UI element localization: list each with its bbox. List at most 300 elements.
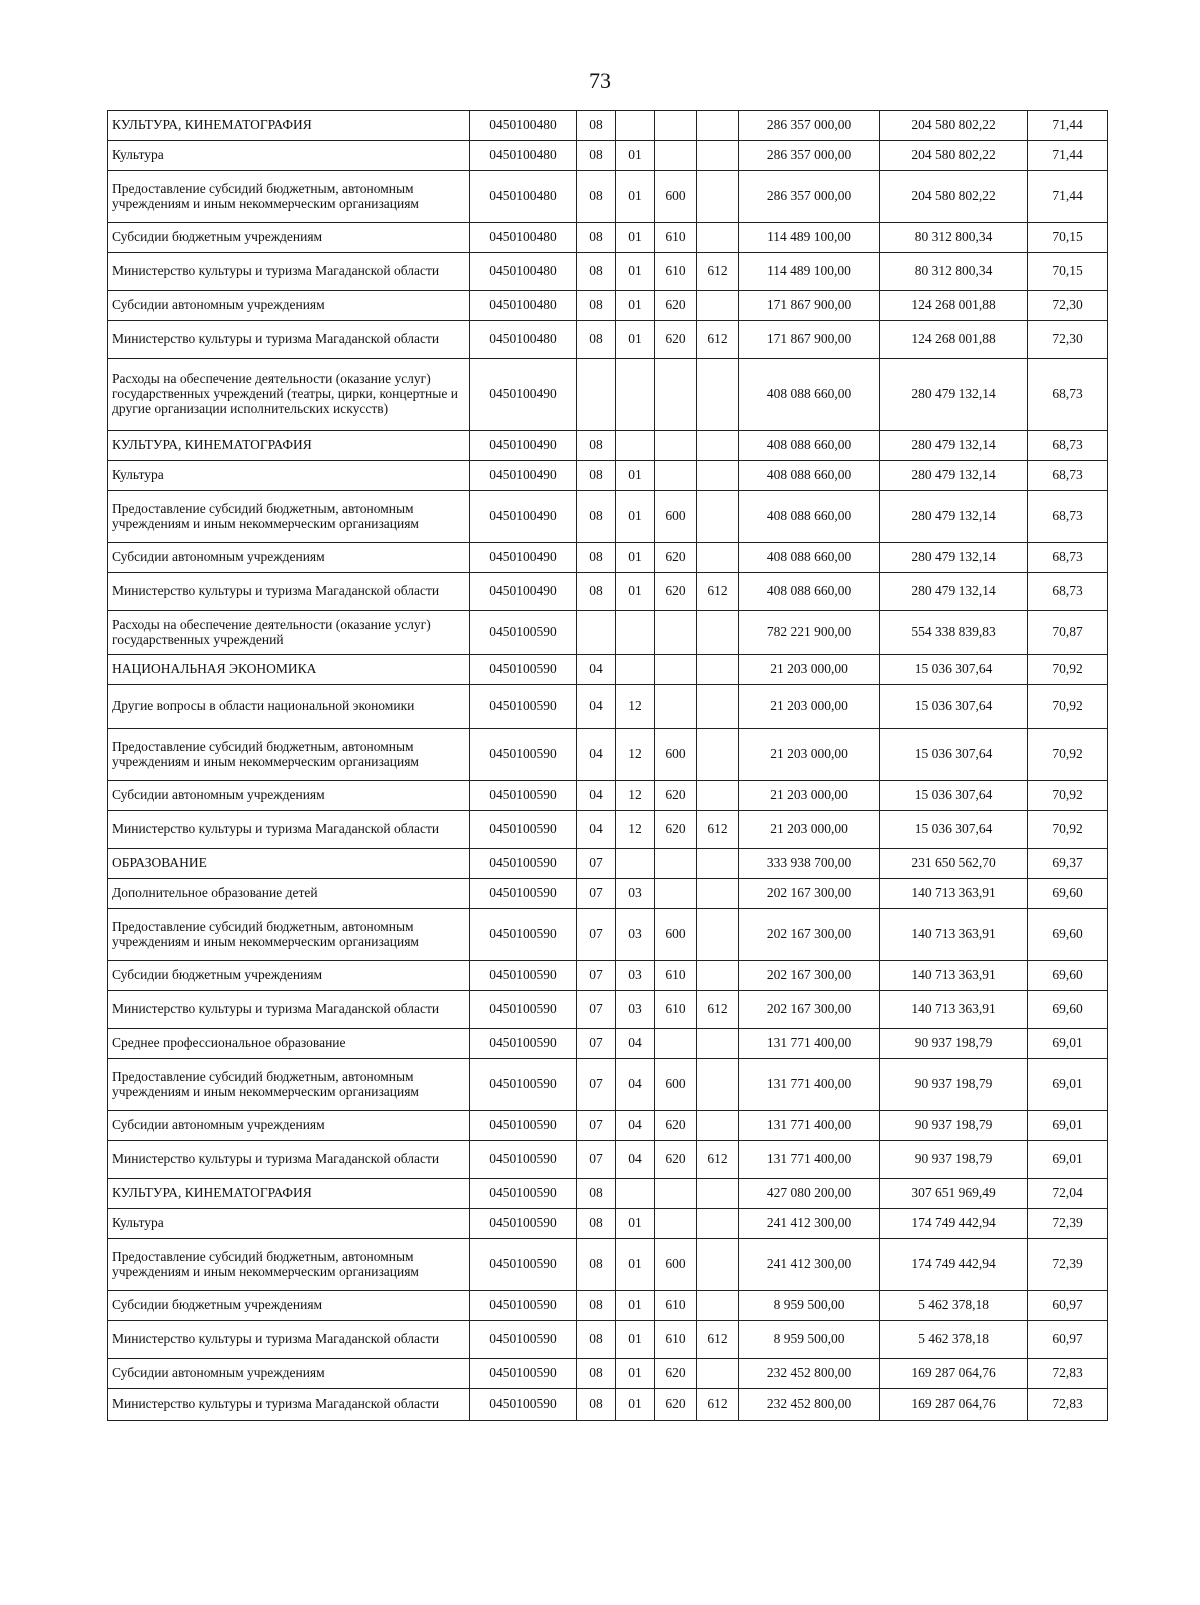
plan-amount-cell: 286 357 000,00 bbox=[739, 171, 880, 223]
table-row bbox=[108, 291, 1108, 321]
section-code-cell: 08 bbox=[577, 1209, 616, 1239]
fact-amount-cell: 204 580 802,22 bbox=[880, 171, 1028, 223]
percent-cell: 69,01 bbox=[1028, 1059, 1108, 1111]
table-row bbox=[108, 1059, 1108, 1111]
section-code-cell: 08 bbox=[577, 431, 616, 461]
plan-amount-cell: 408 088 660,00 bbox=[739, 543, 880, 573]
plan-amount-cell: 286 357 000,00 bbox=[739, 141, 880, 171]
table-row bbox=[108, 321, 1108, 359]
expense-type-cell bbox=[655, 359, 697, 431]
expense-type-cell bbox=[655, 879, 697, 909]
fact-amount-cell: 90 937 198,79 bbox=[880, 1059, 1028, 1111]
plan-amount-cell: 21 203 000,00 bbox=[739, 781, 880, 811]
percent-cell: 60,97 bbox=[1028, 1321, 1108, 1359]
fact-amount-cell: 15 036 307,64 bbox=[880, 781, 1028, 811]
admin-code-cell: 612 bbox=[697, 811, 739, 849]
fact-amount-cell: 280 479 132,14 bbox=[880, 431, 1028, 461]
admin-code-cell bbox=[697, 781, 739, 811]
row-name-cell: Субсидии бюджетным учреждениям bbox=[108, 1291, 470, 1321]
admin-code-cell bbox=[697, 961, 739, 991]
fact-amount-cell: 231 650 562,70 bbox=[880, 849, 1028, 879]
admin-code-cell bbox=[697, 1059, 739, 1111]
admin-code-cell bbox=[697, 291, 739, 321]
target-code-cell: 0450100490 bbox=[470, 491, 577, 543]
subsection-code-cell: 01 bbox=[616, 543, 655, 573]
admin-code-cell: 612 bbox=[697, 321, 739, 359]
section-code-cell: 08 bbox=[577, 223, 616, 253]
admin-code-cell bbox=[697, 879, 739, 909]
percent-cell: 69,01 bbox=[1028, 1141, 1108, 1179]
section-code-cell: 08 bbox=[577, 253, 616, 291]
section-code-cell: 08 bbox=[577, 1179, 616, 1209]
subsection-code-cell: 01 bbox=[616, 1239, 655, 1291]
fact-amount-cell: 124 268 001,88 bbox=[880, 321, 1028, 359]
percent-cell: 70,92 bbox=[1028, 811, 1108, 849]
plan-amount-cell: 131 771 400,00 bbox=[739, 1029, 880, 1059]
percent-cell: 72,04 bbox=[1028, 1179, 1108, 1209]
expense-type-cell bbox=[655, 685, 697, 729]
expense-type-cell: 600 bbox=[655, 909, 697, 961]
row-name-cell: Министерство культуры и туризма Магаданской области bbox=[108, 321, 470, 359]
section-code-cell: 04 bbox=[577, 811, 616, 849]
plan-amount-cell: 114 489 100,00 bbox=[739, 253, 880, 291]
plan-amount-cell: 171 867 900,00 bbox=[739, 291, 880, 321]
table-row bbox=[108, 573, 1108, 611]
section-code-cell: 07 bbox=[577, 849, 616, 879]
row-name-cell: КУЛЬТУРА, КИНЕМАТОГРАФИЯ bbox=[108, 431, 470, 461]
table-row bbox=[108, 111, 1108, 141]
section-code-cell: 07 bbox=[577, 879, 616, 909]
fact-amount-cell: 124 268 001,88 bbox=[880, 291, 1028, 321]
expense-type-cell: 620 bbox=[655, 573, 697, 611]
admin-code-cell bbox=[697, 431, 739, 461]
fact-amount-cell: 140 713 363,91 bbox=[880, 961, 1028, 991]
target-code-cell: 0450100590 bbox=[470, 1389, 577, 1421]
row-name-cell: КУЛЬТУРА, КИНЕМАТОГРАФИЯ bbox=[108, 1179, 470, 1209]
admin-code-cell bbox=[697, 543, 739, 573]
percent-cell: 72,83 bbox=[1028, 1359, 1108, 1389]
target-code-cell: 0450100480 bbox=[470, 223, 577, 253]
percent-cell: 72,83 bbox=[1028, 1389, 1108, 1421]
percent-cell: 70,92 bbox=[1028, 781, 1108, 811]
plan-amount-cell: 408 088 660,00 bbox=[739, 491, 880, 543]
target-code-cell: 0450100590 bbox=[470, 879, 577, 909]
percent-cell: 68,73 bbox=[1028, 461, 1108, 491]
row-name-cell: Предоставление субсидий бюджетным, автономным учреждениям и иным некоммерческим организациям bbox=[108, 1059, 470, 1111]
percent-cell: 70,87 bbox=[1028, 611, 1108, 655]
percent-cell: 68,73 bbox=[1028, 359, 1108, 431]
row-name-cell: Предоставление субсидий бюджетным, автономным учреждениям и иным некоммерческим организациям bbox=[108, 729, 470, 781]
expense-type-cell bbox=[655, 611, 697, 655]
subsection-code-cell: 01 bbox=[616, 223, 655, 253]
row-name-cell: Дополнительное образование детей bbox=[108, 879, 470, 909]
table-row bbox=[108, 141, 1108, 171]
subsection-code-cell: 12 bbox=[616, 729, 655, 781]
target-code-cell: 0450100590 bbox=[470, 781, 577, 811]
row-name-cell: Субсидии автономным учреждениям bbox=[108, 543, 470, 573]
target-code-cell: 0450100480 bbox=[470, 291, 577, 321]
plan-amount-cell: 202 167 300,00 bbox=[739, 909, 880, 961]
table-row bbox=[108, 781, 1108, 811]
table-row bbox=[108, 685, 1108, 729]
row-name-cell: ОБРАЗОВАНИЕ bbox=[108, 849, 470, 879]
row-name-cell: Предоставление субсидий бюджетным, автономным учреждениям и иным некоммерческим организациям bbox=[108, 171, 470, 223]
table-row bbox=[108, 431, 1108, 461]
fact-amount-cell: 280 479 132,14 bbox=[880, 491, 1028, 543]
subsection-code-cell: 03 bbox=[616, 909, 655, 961]
admin-code-cell bbox=[697, 223, 739, 253]
plan-amount-cell: 131 771 400,00 bbox=[739, 1059, 880, 1111]
table-row bbox=[108, 1141, 1108, 1179]
target-code-cell: 0450100590 bbox=[470, 1141, 577, 1179]
target-code-cell: 0450100490 bbox=[470, 573, 577, 611]
target-code-cell: 0450100590 bbox=[470, 811, 577, 849]
admin-code-cell bbox=[697, 849, 739, 879]
target-code-cell: 0450100590 bbox=[470, 849, 577, 879]
table-row bbox=[108, 909, 1108, 961]
row-name-cell: Расходы на обеспечение деятельности (оказание услуг) государственных учреждений (театры, цирки, концертные и другие организации исполнительских искусств) bbox=[108, 359, 470, 431]
plan-amount-cell: 232 452 800,00 bbox=[739, 1389, 880, 1421]
percent-cell: 71,44 bbox=[1028, 111, 1108, 141]
expense-type-cell: 620 bbox=[655, 291, 697, 321]
percent-cell: 68,73 bbox=[1028, 543, 1108, 573]
target-code-cell: 0450100590 bbox=[470, 961, 577, 991]
table-row bbox=[108, 253, 1108, 291]
fact-amount-cell: 554 338 839,83 bbox=[880, 611, 1028, 655]
fact-amount-cell: 15 036 307,64 bbox=[880, 811, 1028, 849]
table-row bbox=[108, 461, 1108, 491]
row-name-cell: Расходы на обеспечение деятельности (оказание услуг) государственных учреждений bbox=[108, 611, 470, 655]
section-code-cell: 07 bbox=[577, 961, 616, 991]
expense-type-cell: 610 bbox=[655, 1291, 697, 1321]
row-name-cell: Предоставление субсидий бюджетным, автономным учреждениям и иным некоммерческим организациям bbox=[108, 909, 470, 961]
fact-amount-cell: 5 462 378,18 bbox=[880, 1321, 1028, 1359]
fact-amount-cell: 140 713 363,91 bbox=[880, 879, 1028, 909]
budget-table-body bbox=[108, 111, 1108, 1421]
fact-amount-cell: 15 036 307,64 bbox=[880, 729, 1028, 781]
fact-amount-cell: 169 287 064,76 bbox=[880, 1389, 1028, 1421]
subsection-code-cell: 03 bbox=[616, 879, 655, 909]
percent-cell: 72,30 bbox=[1028, 321, 1108, 359]
section-code-cell: 08 bbox=[577, 491, 616, 543]
admin-code-cell bbox=[697, 1239, 739, 1291]
subsection-code-cell: 01 bbox=[616, 461, 655, 491]
table-row bbox=[108, 1359, 1108, 1389]
budget-table bbox=[107, 110, 1108, 1421]
section-code-cell: 07 bbox=[577, 991, 616, 1029]
plan-amount-cell: 131 771 400,00 bbox=[739, 1111, 880, 1141]
fact-amount-cell: 307 651 969,49 bbox=[880, 1179, 1028, 1209]
expense-type-cell: 610 bbox=[655, 253, 697, 291]
row-name-cell: Субсидии бюджетным учреждениям bbox=[108, 961, 470, 991]
expense-type-cell: 620 bbox=[655, 811, 697, 849]
fact-amount-cell: 90 937 198,79 bbox=[880, 1111, 1028, 1141]
table-row bbox=[108, 359, 1108, 431]
percent-cell: 69,60 bbox=[1028, 879, 1108, 909]
expense-type-cell: 600 bbox=[655, 1059, 697, 1111]
target-code-cell: 0450100590 bbox=[470, 991, 577, 1029]
admin-code-cell: 612 bbox=[697, 253, 739, 291]
plan-amount-cell: 408 088 660,00 bbox=[739, 573, 880, 611]
percent-cell: 71,44 bbox=[1028, 141, 1108, 171]
plan-amount-cell: 286 357 000,00 bbox=[739, 111, 880, 141]
table-row bbox=[108, 729, 1108, 781]
section-code-cell: 08 bbox=[577, 573, 616, 611]
subsection-code-cell bbox=[616, 655, 655, 685]
fact-amount-cell: 280 479 132,14 bbox=[880, 573, 1028, 611]
row-name-cell: Субсидии автономным учреждениям bbox=[108, 1111, 470, 1141]
subsection-code-cell: 04 bbox=[616, 1059, 655, 1111]
expense-type-cell bbox=[655, 431, 697, 461]
admin-code-cell: 612 bbox=[697, 1141, 739, 1179]
row-name-cell: Среднее профессиональное образование bbox=[108, 1029, 470, 1059]
percent-cell: 69,01 bbox=[1028, 1111, 1108, 1141]
fact-amount-cell: 15 036 307,64 bbox=[880, 655, 1028, 685]
plan-amount-cell: 114 489 100,00 bbox=[739, 223, 880, 253]
target-code-cell: 0450100480 bbox=[470, 111, 577, 141]
percent-cell: 60,97 bbox=[1028, 1291, 1108, 1321]
expense-type-cell: 620 bbox=[655, 1111, 697, 1141]
table-row bbox=[108, 849, 1108, 879]
subsection-code-cell: 01 bbox=[616, 141, 655, 171]
percent-cell: 70,15 bbox=[1028, 253, 1108, 291]
plan-amount-cell: 782 221 900,00 bbox=[739, 611, 880, 655]
table-row bbox=[108, 879, 1108, 909]
expense-type-cell bbox=[655, 461, 697, 491]
subsection-code-cell bbox=[616, 359, 655, 431]
expense-type-cell: 610 bbox=[655, 991, 697, 1029]
section-code-cell: 08 bbox=[577, 543, 616, 573]
subsection-code-cell: 01 bbox=[616, 171, 655, 223]
admin-code-cell bbox=[697, 359, 739, 431]
admin-code-cell bbox=[697, 491, 739, 543]
row-name-cell: Министерство культуры и туризма Магаданской области bbox=[108, 991, 470, 1029]
table-row bbox=[108, 655, 1108, 685]
fact-amount-cell: 174 749 442,94 bbox=[880, 1209, 1028, 1239]
row-name-cell: Министерство культуры и туризма Магаданской области bbox=[108, 1389, 470, 1421]
target-code-cell: 0450100480 bbox=[470, 321, 577, 359]
fact-amount-cell: 15 036 307,64 bbox=[880, 685, 1028, 729]
plan-amount-cell: 427 080 200,00 bbox=[739, 1179, 880, 1209]
target-code-cell: 0450100590 bbox=[470, 1029, 577, 1059]
admin-code-cell bbox=[697, 655, 739, 685]
fact-amount-cell: 140 713 363,91 bbox=[880, 991, 1028, 1029]
section-code-cell: 08 bbox=[577, 1389, 616, 1421]
plan-amount-cell: 21 203 000,00 bbox=[739, 729, 880, 781]
section-code-cell: 08 bbox=[577, 461, 616, 491]
admin-code-cell bbox=[697, 461, 739, 491]
subsection-code-cell: 01 bbox=[616, 1209, 655, 1239]
admin-code-cell bbox=[697, 171, 739, 223]
subsection-code-cell bbox=[616, 431, 655, 461]
row-name-cell: Министерство культуры и туризма Магаданской области bbox=[108, 1321, 470, 1359]
section-code-cell: 08 bbox=[577, 1239, 616, 1291]
percent-cell: 70,92 bbox=[1028, 685, 1108, 729]
section-code-cell: 08 bbox=[577, 111, 616, 141]
row-name-cell: Культура bbox=[108, 1209, 470, 1239]
table-row bbox=[108, 1291, 1108, 1321]
fact-amount-cell: 280 479 132,14 bbox=[880, 461, 1028, 491]
percent-cell: 68,73 bbox=[1028, 573, 1108, 611]
percent-cell: 72,30 bbox=[1028, 291, 1108, 321]
expense-type-cell: 610 bbox=[655, 223, 697, 253]
section-code-cell: 07 bbox=[577, 909, 616, 961]
section-code-cell: 08 bbox=[577, 321, 616, 359]
subsection-code-cell: 01 bbox=[616, 573, 655, 611]
target-code-cell: 0450100480 bbox=[470, 171, 577, 223]
percent-cell: 68,73 bbox=[1028, 431, 1108, 461]
subsection-code-cell bbox=[616, 1179, 655, 1209]
expense-type-cell: 620 bbox=[655, 1359, 697, 1389]
section-code-cell: 07 bbox=[577, 1029, 616, 1059]
expense-type-cell: 600 bbox=[655, 171, 697, 223]
fact-amount-cell: 80 312 800,34 bbox=[880, 253, 1028, 291]
expense-type-cell bbox=[655, 1029, 697, 1059]
admin-code-cell bbox=[697, 1179, 739, 1209]
row-name-cell: Другие вопросы в области национальной экономики bbox=[108, 685, 470, 729]
subsection-code-cell: 12 bbox=[616, 811, 655, 849]
plan-amount-cell: 131 771 400,00 bbox=[739, 1141, 880, 1179]
table-row bbox=[108, 223, 1108, 253]
percent-cell: 69,60 bbox=[1028, 909, 1108, 961]
table-row bbox=[108, 491, 1108, 543]
percent-cell: 71,44 bbox=[1028, 171, 1108, 223]
target-code-cell: 0450100590 bbox=[470, 1359, 577, 1389]
section-code-cell: 07 bbox=[577, 1111, 616, 1141]
fact-amount-cell: 204 580 802,22 bbox=[880, 141, 1028, 171]
section-code-cell: 08 bbox=[577, 291, 616, 321]
expense-type-cell: 600 bbox=[655, 729, 697, 781]
target-code-cell: 0450100590 bbox=[470, 909, 577, 961]
expense-type-cell: 600 bbox=[655, 491, 697, 543]
subsection-code-cell: 01 bbox=[616, 253, 655, 291]
row-name-cell: Субсидии автономным учреждениям bbox=[108, 291, 470, 321]
percent-cell: 68,73 bbox=[1028, 491, 1108, 543]
section-code-cell: 04 bbox=[577, 685, 616, 729]
percent-cell: 72,39 bbox=[1028, 1239, 1108, 1291]
plan-amount-cell: 171 867 900,00 bbox=[739, 321, 880, 359]
plan-amount-cell: 408 088 660,00 bbox=[739, 359, 880, 431]
target-code-cell: 0450100590 bbox=[470, 685, 577, 729]
expense-type-cell bbox=[655, 655, 697, 685]
plan-amount-cell: 408 088 660,00 bbox=[739, 431, 880, 461]
admin-code-cell bbox=[697, 141, 739, 171]
percent-cell: 69,37 bbox=[1028, 849, 1108, 879]
row-name-cell: Министерство культуры и туризма Магаданской области bbox=[108, 253, 470, 291]
fact-amount-cell: 174 749 442,94 bbox=[880, 1239, 1028, 1291]
section-code-cell bbox=[577, 611, 616, 655]
admin-code-cell bbox=[697, 729, 739, 781]
admin-code-cell: 612 bbox=[697, 1321, 739, 1359]
admin-code-cell bbox=[697, 1209, 739, 1239]
table-row bbox=[108, 811, 1108, 849]
subsection-code-cell bbox=[616, 111, 655, 141]
table-row bbox=[108, 1321, 1108, 1359]
page-number: 73 bbox=[589, 68, 611, 93]
row-name-cell: Министерство культуры и туризма Магаданской области bbox=[108, 573, 470, 611]
subsection-code-cell: 01 bbox=[616, 1359, 655, 1389]
table-row bbox=[108, 991, 1108, 1029]
plan-amount-cell: 202 167 300,00 bbox=[739, 991, 880, 1029]
row-name-cell: Субсидии бюджетным учреждениям bbox=[108, 223, 470, 253]
target-code-cell: 0450100490 bbox=[470, 461, 577, 491]
plan-amount-cell: 333 938 700,00 bbox=[739, 849, 880, 879]
section-code-cell bbox=[577, 359, 616, 431]
subsection-code-cell bbox=[616, 849, 655, 879]
plan-amount-cell: 21 203 000,00 bbox=[739, 655, 880, 685]
target-code-cell: 0450100490 bbox=[470, 543, 577, 573]
table-row bbox=[108, 1239, 1108, 1291]
subsection-code-cell: 04 bbox=[616, 1029, 655, 1059]
expense-type-cell: 620 bbox=[655, 1389, 697, 1421]
fact-amount-cell: 280 479 132,14 bbox=[880, 543, 1028, 573]
row-name-cell: Субсидии автономным учреждениям bbox=[108, 781, 470, 811]
subsection-code-cell: 03 bbox=[616, 991, 655, 1029]
section-code-cell: 07 bbox=[577, 1059, 616, 1111]
target-code-cell: 0450100480 bbox=[470, 253, 577, 291]
row-name-cell: Культура bbox=[108, 141, 470, 171]
expense-type-cell bbox=[655, 111, 697, 141]
table-row bbox=[108, 961, 1108, 991]
plan-amount-cell: 241 412 300,00 bbox=[739, 1239, 880, 1291]
expense-type-cell: 620 bbox=[655, 321, 697, 359]
percent-cell: 70,15 bbox=[1028, 223, 1108, 253]
expense-type-cell bbox=[655, 1179, 697, 1209]
percent-cell: 70,92 bbox=[1028, 655, 1108, 685]
section-code-cell: 07 bbox=[577, 1141, 616, 1179]
section-code-cell: 08 bbox=[577, 1291, 616, 1321]
table-row bbox=[108, 1111, 1108, 1141]
plan-amount-cell: 21 203 000,00 bbox=[739, 685, 880, 729]
subsection-code-cell: 12 bbox=[616, 685, 655, 729]
table-row bbox=[108, 1179, 1108, 1209]
target-code-cell: 0450100490 bbox=[470, 431, 577, 461]
plan-amount-cell: 8 959 500,00 bbox=[739, 1291, 880, 1321]
admin-code-cell bbox=[697, 111, 739, 141]
target-code-cell: 0450100480 bbox=[470, 141, 577, 171]
table-row bbox=[108, 1209, 1108, 1239]
target-code-cell: 0450100590 bbox=[470, 1179, 577, 1209]
table-row bbox=[108, 611, 1108, 655]
plan-amount-cell: 21 203 000,00 bbox=[739, 811, 880, 849]
target-code-cell: 0450100590 bbox=[470, 1209, 577, 1239]
section-code-cell: 04 bbox=[577, 781, 616, 811]
section-code-cell: 04 bbox=[577, 655, 616, 685]
section-code-cell: 08 bbox=[577, 171, 616, 223]
admin-code-cell: 612 bbox=[697, 991, 739, 1029]
subsection-code-cell: 12 bbox=[616, 781, 655, 811]
admin-code-cell bbox=[697, 685, 739, 729]
subsection-code-cell: 04 bbox=[616, 1141, 655, 1179]
percent-cell: 69,01 bbox=[1028, 1029, 1108, 1059]
section-code-cell: 08 bbox=[577, 1359, 616, 1389]
section-code-cell: 04 bbox=[577, 729, 616, 781]
admin-code-cell bbox=[697, 1359, 739, 1389]
target-code-cell: 0450100490 bbox=[470, 359, 577, 431]
expense-type-cell: 620 bbox=[655, 543, 697, 573]
plan-amount-cell: 202 167 300,00 bbox=[739, 879, 880, 909]
subsection-code-cell: 01 bbox=[616, 1389, 655, 1421]
row-name-cell: Субсидии автономным учреждениям bbox=[108, 1359, 470, 1389]
admin-code-cell: 612 bbox=[697, 573, 739, 611]
plan-amount-cell: 241 412 300,00 bbox=[739, 1209, 880, 1239]
row-name-cell: Министерство культуры и туризма Магаданской области bbox=[108, 1141, 470, 1179]
target-code-cell: 0450100590 bbox=[470, 1321, 577, 1359]
row-name-cell: КУЛЬТУРА, КИНЕМАТОГРАФИЯ bbox=[108, 111, 470, 141]
target-code-cell: 0450100590 bbox=[470, 611, 577, 655]
plan-amount-cell: 408 088 660,00 bbox=[739, 461, 880, 491]
subsection-code-cell: 01 bbox=[616, 321, 655, 359]
